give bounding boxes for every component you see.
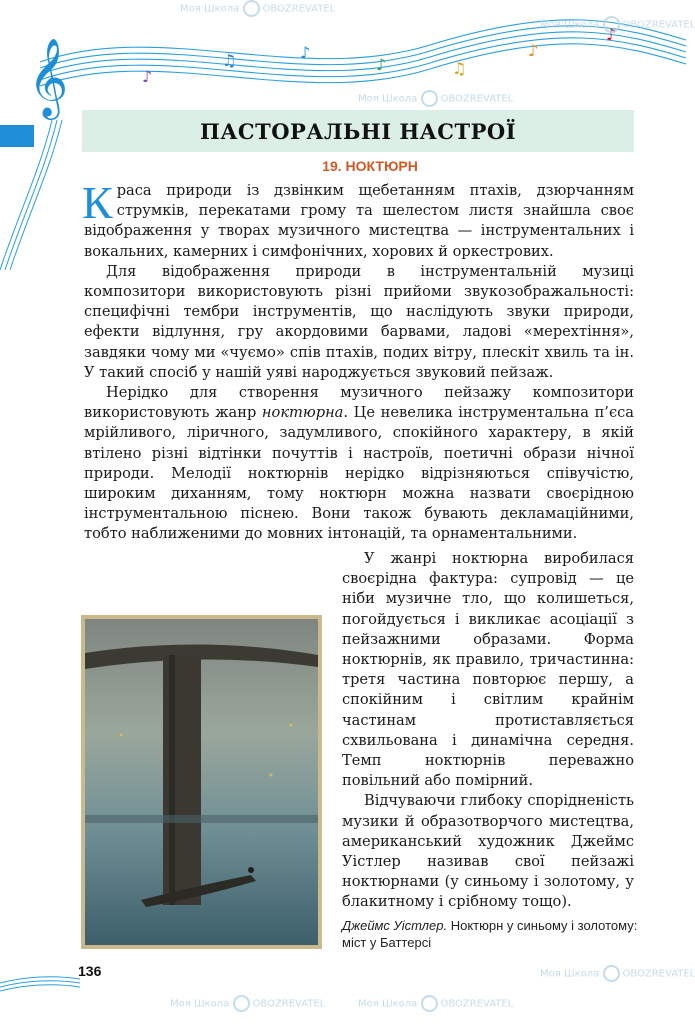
svg-text:♪: ♪ <box>528 41 539 60</box>
watermark: Моя Школа OBOZREVATEL <box>540 16 695 33</box>
left-wave-decoration <box>0 120 70 280</box>
section-title: 19. НОКТЮРН <box>322 158 418 174</box>
watermark: Моя Школа OBOZREVATEL <box>358 90 513 107</box>
figure-caption <box>342 917 642 951</box>
caption-author: Джеймс Уістлер. <box>342 918 448 933</box>
caption-title: Ноктюрн у синьому і золотому: міст у Баттерсі <box>342 918 638 950</box>
paragraph-2: Для відображення природи в інструментальній музиці композитори використовують різні прийоми звукозображальності: специфічні тембри інструментів, що наслідують звуки природи, ефекти відлуння, гру акордовими барвами, ладові «мерехтіння», завдяки чому ми «чуємо» спів птахів, подих вітру, плескіт хвиль та ін. У такий спосіб у нашій уяві народжується звуковий пейзаж. <box>84 262 634 381</box>
svg-text:♫: ♫ <box>222 51 237 70</box>
svg-text:♪: ♪ <box>142 67 153 86</box>
main-text-top <box>82 177 634 545</box>
watermark: Моя Школа OBOZREVATEL <box>180 0 335 17</box>
whistler-painting-image <box>81 615 322 949</box>
bottom-staff-decoration <box>0 955 80 995</box>
drop-cap: К <box>82 177 113 228</box>
svg-text:♫: ♫ <box>452 59 467 78</box>
intro-text: раса природи із дзвінким щебетанням птахів, дзюрчанням струмків, перекатами грому та шелестом листя знайшла своє відображення у творах музичного мистецтва — інструментальних і вокальних, камерних і симфонічних, хорових й оркестрових. <box>84 182 634 260</box>
paragraph-3-text: Нерідко для створення музичного пейзажу композитори використовують жанр <box>84 384 634 422</box>
watermark: Моя Школа OBOZREVATEL <box>358 995 513 1012</box>
page-number: 136 <box>78 963 102 979</box>
watermark: Моя Школа OBOZREVATEL <box>540 965 695 982</box>
svg-text:♪: ♪ <box>376 55 387 74</box>
intro-paragraph <box>82 177 634 262</box>
term-nocturne: ноктюрна <box>261 404 344 422</box>
paragraph-4: У жанрі ноктюрна виробилася своєрідна фактура: супровід — це ніби музичне тло, що колишеться, погойдується і викликає асоціації з пейзажними образами. Форма ноктюрнів, як правило, тричастинна: третя частина повторює першу, а спокійним і світлим крайнім частинам протиставляється схвильована і динамічна середня. Темп ноктюрнів переважно повільний або помірний. <box>342 550 634 790</box>
paragraph-3-continued: . Це невелика інструментальна п’єса мрійливого, ліричного, задумливого, спокійного характеру, в якій втілено різні відтінки почуттів і настроїв, поетичні образи нічної природи. Мелодії ноктюрнів нерідко відрізняються співучістю, широким диханням, тому ноктюрн можна назвати своєрідною інструментальною піснею. Вони також бувають декламаційними, тобто наближеними до мовних інтонацій, та орнаментальними. <box>84 404 634 543</box>
page-title: ПАСТОРАЛЬНІ НАСТРОЇ <box>199 118 517 144</box>
watermark: Моя Школа OBOZREVATEL <box>170 995 325 1012</box>
svg-text:♪: ♪ <box>300 43 311 62</box>
paragraph-5: Відчуваючи глибоку спорідненість музики й образотворчого мистецтва, американський художник Джеймс Уістлер називав свої пейзажі ноктюрнами (у синьому і золотому, у блакитному і срібному тощо). <box>342 792 634 911</box>
svg-text:♪: ♪ <box>606 25 617 44</box>
paragraph-3 <box>84 383 634 545</box>
treble-clef-icon: 𝄞 <box>28 38 69 117</box>
